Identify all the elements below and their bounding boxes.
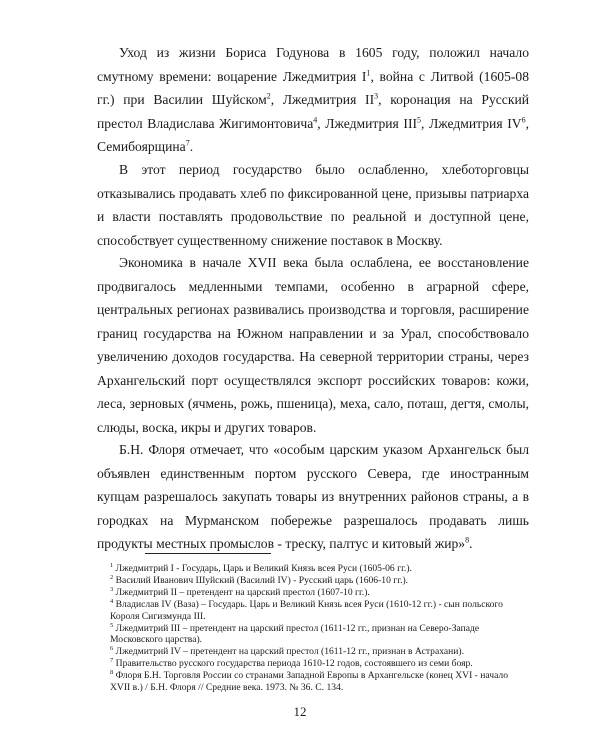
page-number: 12 [293,704,307,719]
footnote-reference[interactable]: 4 [313,114,318,124]
paragraph-text: , Лжедмитрия II [270,92,375,107]
footnote-reference[interactable]: 1 [366,67,371,77]
footnote-item [110,658,530,670]
footnote-separator [145,553,271,554]
paragraph-weakened-state [97,158,529,252]
footnote-text: Лжедмитрий II – претендент на царский престол (1607-10 гг.). [115,586,370,598]
paragraph-text: , Лжедмитрия IV [421,115,522,131]
paragraph-text: . [469,536,473,551]
footnote-text: Лжедмитрий I - Государь, Царь и Великий Князь всея Руси (1605-06 гг.). [115,563,412,574]
footnote-number: 5 [110,621,114,629]
footnote-reference[interactable]: 6 [521,114,526,124]
footnotes-block [110,563,530,694]
paragraph-text: В этот период государство было ослабленно, хлеботорговцы отказывались продавать хлеб по фиксированной цене, призывы патриарха и власти поставлять продовольствие по реальной и доступной цене, способствует существенному снижение поставок в Москву. [97,162,529,248]
footnote-number: 8 [110,668,114,676]
paragraph-text: , коронация на Русский престол Владислава Жигимонтовича [97,92,529,131]
paragraph-text: Б.Н. Флоря отмечает, что «особым царским указом Архангельск был объявлен единственным портом русского Севера, где иностранным купцам разрешалось закупать товары из внутренних районов страны, а в городках на Мурманском побережье разрешалось продавать лишь продукты местных промыслов - треску, палтус и китовый жир» [97,442,529,551]
paragraph-time-of-troubles [97,41,529,159]
footnote-item [110,670,530,694]
footnote-item [110,587,530,599]
footnote-reference[interactable]: 5 [417,114,422,124]
footnote-number: 4 [110,597,114,605]
footnote-number: 1 [110,561,114,569]
footnote-item [110,646,530,658]
footnote-reference[interactable]: 3 [374,91,379,101]
footnote-item [110,563,530,575]
footnote-number: 2 [110,573,114,581]
paragraph-text: , Семибоярщина [97,115,529,154]
footnote-item [110,599,530,623]
paragraph-economy-xvii-century [97,251,529,439]
paragraph-florya-quote [97,438,529,556]
footnote-text: Владислав IV (Ваза) – Государь. Царь и Великий Князь всея Руси (1610-12 гг.) - сын польского Короля Сигизмунда III. [110,598,503,622]
footnote-item [110,575,530,587]
paragraph-text: , война с Литвой (1605-08 гг.) при Василии Шуйском [97,68,529,107]
footnote-number: 6 [110,645,114,653]
footnote-reference[interactable]: 7 [185,138,190,148]
footnote-text: Лжедмитрий IV – претендент на царский престол (1611-12 гг., признан в Астрахани). [115,646,465,658]
footnote-reference[interactable]: 8 [465,535,470,545]
footnote-number: 3 [110,585,114,593]
footnote-number: 7 [110,657,114,665]
paragraph-text: , Лжедмитрия III [317,115,418,131]
footnote-text: Лжедмитрий III – претендент на царский престол (1611-12 гг., признан на Северо-Западе Московского царства). [110,622,480,646]
paragraph-text: Уход из жизни Бориса Годунова в 1605 году, положил начало смутному времени: воцарение Лжедмитрия I [97,45,529,84]
paragraph-text: . [189,139,194,154]
footnote-text: Правительство русского государства периода 1610-12 годов, состоявшего из семи бояр. [115,658,473,670]
footnote-text: Василий Иванович Шуйский (Василий IV) - Русский царь (1606-10 гг.). [115,574,409,586]
footnote-reference[interactable]: 2 [266,91,271,101]
footnote-item [110,623,530,647]
paragraph-text: Экономика в начале XVII века была ослаблена, ее восстановление продвигалось медленными темпами, особенно в аграрной сфере, центральных регионах развивались производства и торговля, расширение границ государства на Южном направлении и за Урал, способствовало увеличению доходов государства. На северной территории страны, через Архангельский порт осуществлялся экспорт российских товаров: кожи, леса, зерновых (ячмень, рожь, пшеница), меха, сало, поташ, дегтя, смолы, слюды, воска, икры и других товаров. [97,255,529,435]
footnote-text: Флоря Б.Н. Торговля России со странами Западной Европы в Архангельске (конец XVI - начало XVII в.) / Б.Н. Флоря // Средние века. 1973. № 36. С. 134. [110,670,509,694]
